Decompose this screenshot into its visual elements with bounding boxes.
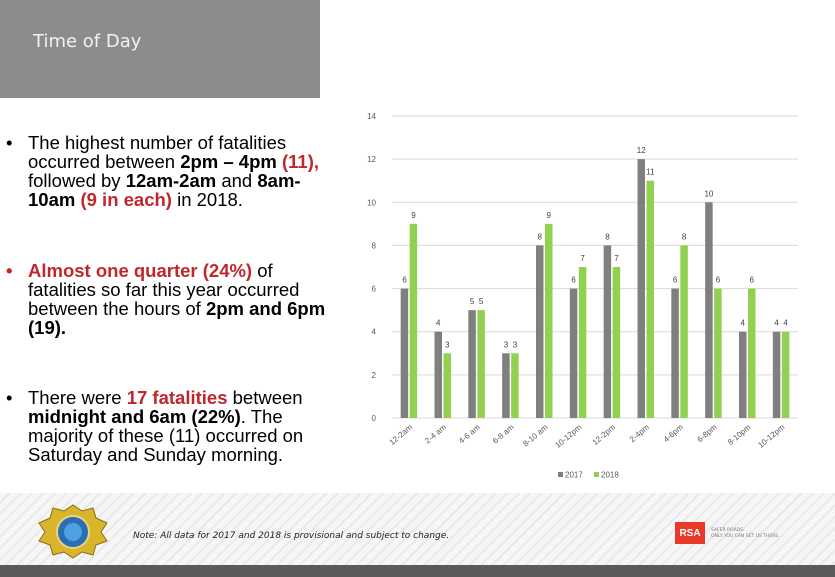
data-label: 4 bbox=[740, 318, 745, 328]
bar-2017 bbox=[502, 353, 510, 418]
bullet-3-text-b: between bbox=[227, 387, 303, 408]
bullet-1-text-b: followed by bbox=[28, 170, 126, 191]
bar-2017 bbox=[570, 289, 578, 418]
x-tick-label: 10-12pm bbox=[553, 422, 584, 450]
bar-2017 bbox=[401, 289, 409, 418]
data-label: 8 bbox=[537, 232, 542, 242]
data-label: 12 bbox=[636, 146, 646, 156]
legend-swatch bbox=[594, 472, 599, 477]
bullet-3-text-c: . The majority of these (11) occurred on Saturday and Sunday morning. bbox=[28, 406, 304, 465]
x-tick-label: 2-4pm bbox=[627, 422, 652, 445]
data-label: 8 bbox=[605, 232, 610, 242]
bullet-1-count-2: (9 in each) bbox=[80, 189, 172, 210]
data-label: 8 bbox=[681, 232, 687, 242]
bar-2018 bbox=[613, 267, 621, 418]
bar-2018 bbox=[545, 224, 553, 418]
legend-label: 2017 bbox=[565, 470, 583, 480]
bar-2018 bbox=[410, 224, 418, 418]
chart-gridlines bbox=[392, 116, 798, 418]
x-tick-label: 8-10 am bbox=[521, 422, 550, 449]
y-tick-label: 14 bbox=[367, 112, 376, 121]
data-label: 3 bbox=[503, 340, 509, 350]
data-label: 4 bbox=[783, 318, 788, 328]
x-tick-label: 4-6 am bbox=[457, 422, 482, 446]
x-tick-label: 12-2am bbox=[387, 422, 415, 447]
data-label: 5 bbox=[478, 297, 484, 307]
bullet-3-count: 17 fatalities bbox=[126, 387, 228, 408]
bar-2017 bbox=[739, 332, 747, 418]
rsa-tagline-line-2: ONLY YOU CAN SET US THERE. bbox=[711, 534, 780, 539]
bar-2018 bbox=[647, 181, 655, 418]
y-tick-label: 0 bbox=[371, 414, 376, 423]
data-label: 11 bbox=[646, 167, 655, 177]
x-tick-label: 4-6pm bbox=[661, 422, 685, 445]
data-label: 6 bbox=[571, 275, 576, 285]
bar-2018 bbox=[579, 267, 587, 418]
bar-2018 bbox=[511, 353, 519, 418]
bar-2017 bbox=[435, 332, 443, 418]
y-tick-label: 4 bbox=[371, 327, 376, 337]
bullet-1 bbox=[6, 133, 341, 209]
bar-2017 bbox=[705, 202, 713, 418]
rsa-tagline-line-1: SAFER ROADS. bbox=[711, 528, 745, 533]
bar-2018 bbox=[748, 289, 756, 418]
bar-2018 bbox=[444, 353, 452, 418]
title-banner bbox=[0, 0, 320, 98]
x-tick-label: 12-2pm bbox=[590, 422, 618, 447]
y-tick-label: 2 bbox=[371, 370, 376, 380]
bullet-marker: • bbox=[6, 260, 13, 281]
data-label: 7 bbox=[614, 254, 619, 263]
x-tick-label: 6-8 am bbox=[490, 422, 516, 446]
bullet-3 bbox=[6, 388, 341, 464]
data-label: 6 bbox=[672, 275, 678, 285]
bar-2018 bbox=[477, 310, 485, 418]
y-tick-label: 8 bbox=[371, 241, 376, 251]
x-tick-label: 10-12pm bbox=[756, 422, 787, 450]
data-label: 6 bbox=[402, 275, 407, 285]
footnote: Note: All data for 2017 and 2018 is provisional and subject to change. bbox=[133, 531, 450, 541]
bullet-marker: • bbox=[6, 387, 13, 408]
data-label: 10 bbox=[704, 189, 714, 199]
bar-2018 bbox=[714, 289, 722, 418]
data-label: 6 bbox=[715, 275, 721, 285]
legend-swatch bbox=[558, 472, 563, 477]
data-label: 3 bbox=[445, 340, 450, 350]
y-tick-label: 6 bbox=[371, 284, 376, 294]
bar-2018 bbox=[782, 332, 790, 418]
bullet-2 bbox=[6, 261, 341, 337]
bar-2017 bbox=[536, 245, 544, 418]
rsa-logo: RSA bbox=[675, 522, 705, 544]
x-tick-label: 6-8pm bbox=[695, 422, 719, 445]
data-label: 6 bbox=[749, 275, 754, 285]
bullet-1-range-2: 12am-2am bbox=[125, 170, 217, 191]
bullet-1-time-range: 2pm – 4pm bbox=[180, 151, 282, 172]
footer-bottom-strip bbox=[0, 565, 835, 577]
bullet-2-text: of fatalities so far this year occurred between the hours of bbox=[28, 260, 300, 319]
bar-2017 bbox=[773, 332, 781, 418]
rsa-tagline bbox=[711, 528, 780, 540]
bullet-3-range: midnight and 6am (22%) bbox=[28, 406, 241, 427]
bar-2017 bbox=[604, 245, 612, 418]
chart-bars bbox=[401, 146, 790, 418]
garda-crest-logo bbox=[36, 503, 110, 559]
bullet-marker: • bbox=[6, 132, 13, 153]
bullet-2-range: 2pm and 6pm (19). bbox=[28, 298, 326, 338]
y-axis-ticks bbox=[367, 112, 376, 423]
data-label: 4 bbox=[774, 318, 779, 328]
bullet-1-range-3: 8am-10am bbox=[28, 170, 301, 210]
y-tick-label: 10 bbox=[367, 198, 376, 208]
x-tick-label: 8-10pm bbox=[725, 422, 753, 447]
slide-title: Time of Day bbox=[33, 31, 142, 52]
data-label: 5 bbox=[469, 297, 475, 307]
fatalities-bar-chart bbox=[340, 100, 830, 492]
bullet-1-text-c: and bbox=[216, 170, 258, 191]
data-label: 4 bbox=[436, 318, 441, 328]
bullet-2-highlight: Almost one quarter (24%) bbox=[28, 260, 253, 281]
bar-2017 bbox=[671, 289, 679, 418]
bar-2017 bbox=[468, 310, 476, 418]
data-label: 9 bbox=[546, 210, 551, 220]
footer-band bbox=[0, 493, 835, 565]
y-tick-label: 12 bbox=[367, 155, 376, 165]
data-label: 9 bbox=[411, 210, 416, 220]
bullet-3-text-a: There were bbox=[28, 387, 127, 408]
x-axis-ticks bbox=[388, 422, 787, 449]
bar-2018 bbox=[680, 245, 688, 418]
data-label: 3 bbox=[512, 340, 518, 350]
bullet-1-text-d: in 2018. bbox=[171, 189, 243, 210]
bullet-1-count: (11), bbox=[282, 151, 320, 172]
x-tick-label: 2-4 am bbox=[423, 422, 449, 446]
legend-label: 2018 bbox=[601, 470, 619, 480]
data-label: 7 bbox=[580, 254, 585, 263]
chart-legend bbox=[558, 471, 619, 480]
bullet-1-text-a: The highest number of fatalities occurred between bbox=[28, 132, 287, 172]
bar-2017 bbox=[638, 159, 646, 418]
